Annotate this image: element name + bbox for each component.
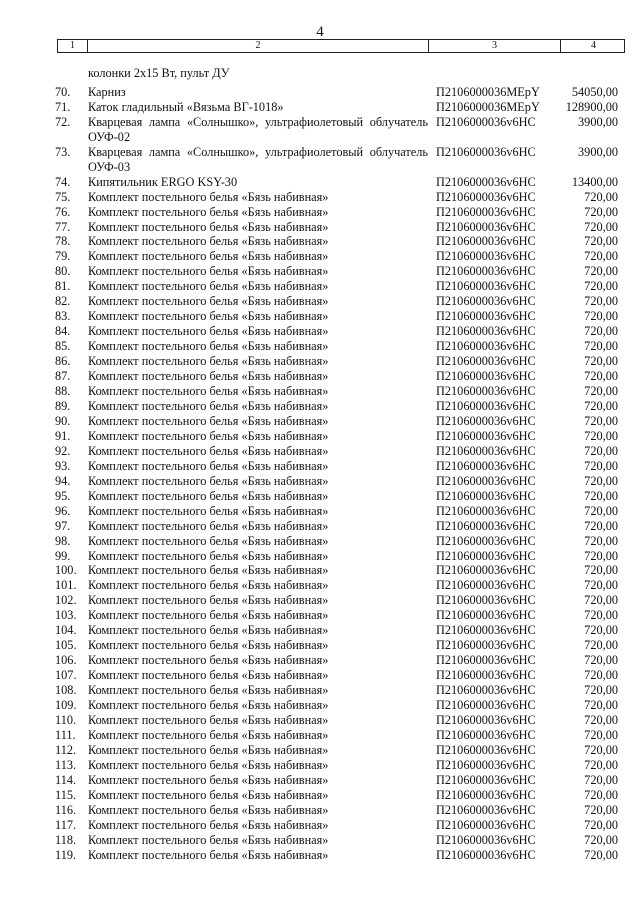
item-price: 54050,00 (571, 84, 618, 99)
row-number: 83. (55, 309, 71, 324)
item-name: Комплект постельного белья «Бязь набивная» (88, 339, 329, 354)
row-number: 108. (55, 683, 77, 698)
item-price (558, 66, 618, 81)
row-number: 91. (55, 428, 71, 443)
item-code: П2106000036v6HC (436, 623, 536, 638)
item-price: 720,00 (584, 683, 618, 698)
row-number: 95. (55, 488, 71, 503)
table-row (0, 623, 640, 638)
item-name: Комплект постельного белья «Бязь набивная» (88, 623, 329, 638)
item-price: 720,00 (584, 817, 618, 832)
table-row (0, 474, 640, 489)
item-price: 720,00 (584, 772, 618, 787)
item-price: 720,00 (584, 518, 618, 533)
table-row (0, 713, 640, 728)
item-name: Комплект постельного белья «Бязь набивная» (88, 264, 329, 279)
item-name: Комплект постельного белья «Бязь набивная» (88, 757, 329, 772)
item-price: 720,00 (584, 219, 618, 234)
row-number: 118. (55, 832, 77, 847)
table-row (0, 369, 640, 384)
item-price: 720,00 (584, 802, 618, 817)
item-name: Комплект постельного белья «Бязь набивная» (88, 294, 329, 309)
item-price: 720,00 (584, 757, 618, 772)
header-col-4: 4 (560, 40, 626, 52)
table-row (0, 728, 640, 743)
table-row (0, 818, 640, 833)
item-name: Комплект постельного белья «Бязь набивная» (88, 847, 329, 862)
table-row (0, 549, 640, 564)
table-row (0, 563, 640, 578)
table-row (0, 459, 640, 474)
item-price: 720,00 (584, 653, 618, 668)
table-row (0, 279, 640, 294)
item-name: Комплект постельного белья «Бязь набивная» (88, 428, 329, 443)
table-header (57, 39, 625, 53)
table-row (0, 638, 640, 653)
item-price: 720,00 (584, 668, 618, 683)
item-code: П2106000036v6HC (436, 294, 536, 309)
table-row (0, 145, 640, 175)
item-code: П2106000036v6HC (436, 698, 536, 713)
item-price: 3900,00 (578, 144, 618, 159)
item-code: П2106000036v6HC (436, 249, 536, 264)
row-number: 92. (55, 443, 71, 458)
table-row (0, 743, 640, 758)
item-price: 720,00 (584, 548, 618, 563)
item-name: Комплект постельного белья «Бязь набивная» (88, 653, 329, 668)
item-code: П2106000036v6HC (436, 369, 536, 384)
table-row (0, 504, 640, 519)
row-number: 82. (55, 294, 71, 309)
item-name: Комплект постельного белья «Бязь набивная» (88, 384, 329, 399)
item-code: П2106000036v6HC (436, 204, 536, 219)
header-col-3: 3 (428, 40, 560, 52)
item-price: 720,00 (584, 264, 618, 279)
item-name: Комплект постельного белья «Бязь набивная» (88, 518, 329, 533)
item-name: Комплект постельного белья «Бязь набивная» (88, 473, 329, 488)
row-number: 97. (55, 518, 71, 533)
item-price: 720,00 (584, 309, 618, 324)
item-name: Комплект постельного белья «Бязь набивная» (88, 742, 329, 757)
item-code: П2106000036v6HC (436, 413, 536, 428)
row-number: 115. (55, 787, 77, 802)
table-row (0, 309, 640, 324)
item-name: Кварцевая лампа «Солнышко», ультрафиолетовый облучатель ОУФ-03 (88, 144, 428, 174)
item-code: П2106000036v6HC (436, 757, 536, 772)
item-code: П2106000036v6HC (436, 264, 536, 279)
row-number: 90. (55, 413, 71, 428)
item-code: П2106000036v6HC (436, 772, 536, 787)
table-row (0, 190, 640, 205)
item-name: Кипятильник ERGO KSY-30 (88, 174, 238, 189)
row-number: 103. (55, 608, 77, 623)
item-price: 720,00 (584, 832, 618, 847)
item-price: 720,00 (584, 398, 618, 413)
row-number: 93. (55, 458, 71, 473)
row-number: 80. (55, 264, 71, 279)
table-row (0, 578, 640, 593)
item-price: 720,00 (584, 354, 618, 369)
item-code: П2106000036v6HC (436, 144, 536, 159)
item-code: П2106000036v6HC (436, 847, 536, 862)
item-name: Комплект постельного белья «Бязь набивная» (88, 712, 329, 727)
item-name: Комплект постельного белья «Бязь набивная» (88, 593, 329, 608)
item-code: П2106000036v6HC (436, 712, 536, 727)
item-code: П2106000036v6HC (436, 832, 536, 847)
item-code: П2106000036v6HC (436, 593, 536, 608)
item-name: Комплект постельного белья «Бязь набивная» (88, 398, 329, 413)
item-price: 720,00 (584, 727, 618, 742)
item-code: П2106000036v6HC (436, 578, 536, 593)
page-number: 4 (316, 24, 324, 40)
item-price: 720,00 (584, 563, 618, 578)
item-name: Карниз (88, 84, 126, 99)
item-code: П2106000036v6HC (436, 518, 536, 533)
row-number: 89. (55, 398, 71, 413)
item-price: 720,00 (584, 638, 618, 653)
row-number: 119. (55, 847, 77, 862)
item-price: 720,00 (584, 473, 618, 488)
row-number: 101. (55, 578, 77, 593)
table-row (0, 384, 640, 399)
table-row (0, 324, 640, 339)
item-code: П2106000036v6HC (436, 384, 536, 399)
table-row (0, 444, 640, 459)
table-row (0, 205, 640, 220)
header-col-2: 2 (87, 40, 428, 52)
item-name: Комплект постельного белья «Бязь набивная» (88, 683, 329, 698)
item-code: П2106000036v6HC (436, 189, 536, 204)
item-code: П2106000036v6HC (436, 533, 536, 548)
item-code: П2106000036v6HC (436, 309, 536, 324)
item-code: П2106000036v6HC (436, 608, 536, 623)
table-row (0, 833, 640, 848)
item-name: Комплект постельного белья «Бязь набивная» (88, 324, 329, 339)
item-price: 720,00 (584, 488, 618, 503)
row-number: 78. (55, 234, 71, 249)
item-code (428, 66, 558, 81)
row-number: 72. (55, 114, 71, 129)
item-price: 720,00 (584, 339, 618, 354)
row-number (0, 66, 88, 81)
item-code: П2106000036v6HC (436, 683, 536, 698)
item-name: Каток гладильный «Вязьма ВГ-1018» (88, 99, 284, 114)
item-name: Комплект постельного белья «Бязь набивная» (88, 488, 329, 503)
item-name: Комплект постельного белья «Бязь набивная» (88, 563, 329, 578)
table-row (0, 653, 640, 668)
table-row (0, 294, 640, 309)
row-number: 85. (55, 339, 71, 354)
row-number: 76. (55, 204, 71, 219)
item-name: Комплект постельного белья «Бязь набивная» (88, 309, 329, 324)
item-price: 720,00 (584, 698, 618, 713)
row-number: 105. (55, 638, 77, 653)
item-name: Комплект постельного белья «Бязь набивная» (88, 533, 329, 548)
row-number: 116. (55, 802, 77, 817)
item-price: 720,00 (584, 324, 618, 339)
row-number: 87. (55, 369, 71, 384)
row-number: 88. (55, 384, 71, 399)
item-price: 720,00 (584, 234, 618, 249)
item-price: 720,00 (584, 787, 618, 802)
row-number: 81. (55, 279, 71, 294)
table-row (0, 803, 640, 818)
row-number: 94. (55, 473, 71, 488)
item-name: Комплект постельного белья «Бязь набивная» (88, 279, 329, 294)
table-row (0, 414, 640, 429)
item-price: 720,00 (584, 458, 618, 473)
item-name: Комплект постельного белья «Бязь набивная» (88, 548, 329, 563)
item-name: Комплект постельного белья «Бязь набивная» (88, 668, 329, 683)
item-code: П2106000036v6HC (436, 802, 536, 817)
item-code: П2106000036v6HC (436, 354, 536, 369)
table-row (0, 354, 640, 369)
item-code: П2106000036v6HC (436, 668, 536, 683)
item-code: П2106000036v6HC (436, 548, 536, 563)
row-number: 79. (55, 249, 71, 264)
item-price: 720,00 (584, 369, 618, 384)
item-name: Комплект постельного белья «Бязь набивная» (88, 458, 329, 473)
item-code: П2106000036МЕрY (436, 99, 540, 114)
item-name: Комплект постельного белья «Бязь набивная» (88, 727, 329, 742)
item-price: 720,00 (584, 623, 618, 638)
table-body (0, 66, 640, 863)
item-code: П2106000036v6HC (436, 563, 536, 578)
item-price: 13400,00 (571, 174, 618, 189)
item-price: 720,00 (584, 428, 618, 443)
row-number: 112. (55, 742, 77, 757)
item-code: П2106000036v6HC (436, 503, 536, 518)
item-price: 720,00 (584, 847, 618, 862)
row-number: 70. (55, 84, 71, 99)
row-number: 111. (55, 727, 76, 742)
table-row (0, 399, 640, 414)
table-row (0, 593, 640, 608)
row-number: 100. (55, 563, 77, 578)
item-price: 720,00 (584, 593, 618, 608)
table-row (0, 220, 640, 235)
item-price: 128900,00 (565, 99, 618, 114)
item-name: Комплект постельного белья «Бязь набивная» (88, 234, 329, 249)
table-row (0, 115, 640, 145)
item-price: 720,00 (584, 204, 618, 219)
row-number: 99. (55, 548, 71, 563)
item-name: Комплект постельного белья «Бязь набивная» (88, 219, 329, 234)
item-name: Комплект постельного белья «Бязь набивная» (88, 189, 329, 204)
item-name: Кварцевая лампа «Солнышко», ультрафиолетовый облучатель ОУФ-02 (88, 114, 428, 144)
item-name: Комплект постельного белья «Бязь набивная» (88, 578, 329, 593)
item-name: Комплект постельного белья «Бязь набивная» (88, 772, 329, 787)
table-row (0, 489, 640, 504)
table-row (0, 249, 640, 264)
item-name: Комплект постельного белья «Бязь набивная» (88, 787, 329, 802)
table-row (0, 608, 640, 623)
item-code: П2106000036v6HC (436, 339, 536, 354)
item-name: Комплект постельного белья «Бязь набивная» (88, 413, 329, 428)
row-number: 109. (55, 698, 77, 713)
item-code: П2106000036v6HC (436, 817, 536, 832)
item-code: П2106000036v6HC (436, 458, 536, 473)
item-code: П2106000036v6HC (436, 727, 536, 742)
table-row (0, 698, 640, 713)
row-number: 117. (55, 817, 77, 832)
item-code: П2106000036v6HC (436, 279, 536, 294)
item-code: П2106000036v6HC (436, 219, 536, 234)
row-number: 71. (55, 99, 71, 114)
item-price: 720,00 (584, 503, 618, 518)
item-price: 3900,00 (578, 114, 618, 129)
table-row (0, 264, 640, 279)
table-row (0, 758, 640, 773)
table-row (0, 788, 640, 803)
table-row (0, 339, 640, 354)
table-row (0, 66, 640, 81)
row-number: 77. (55, 219, 71, 234)
item-name: Комплект постельного белья «Бязь набивная» (88, 698, 329, 713)
table-row (0, 519, 640, 534)
item-price: 720,00 (584, 294, 618, 309)
item-name: Комплект постельного белья «Бязь набивная» (88, 638, 329, 653)
item-name: Комплект постельного белья «Бязь набивная» (88, 503, 329, 518)
item-name: Комплект постельного белья «Бязь набивная» (88, 832, 329, 847)
header-col-1: 1 (70, 40, 75, 51)
item-name: Комплект постельного белья «Бязь набивная» (88, 802, 329, 817)
table-row (0, 100, 640, 115)
item-price: 720,00 (584, 249, 618, 264)
row-number: 73. (55, 144, 71, 159)
row-number: 104. (55, 623, 77, 638)
item-name: Комплект постельного белья «Бязь набивная» (88, 817, 329, 832)
row-number: 84. (55, 324, 71, 339)
item-price: 720,00 (584, 413, 618, 428)
item-code: П2106000036МЕрY (436, 84, 540, 99)
row-number: 74. (55, 174, 71, 189)
item-code: П2106000036v6HC (436, 398, 536, 413)
row-number: 107. (55, 668, 77, 683)
row-number: 110. (55, 712, 77, 727)
item-code: П2106000036v6HC (436, 234, 536, 249)
table-row (0, 848, 640, 863)
item-name: Комплект постельного белья «Бязь набивная» (88, 354, 329, 369)
item-price: 720,00 (584, 279, 618, 294)
item-name: Комплект постельного белья «Бязь набивная» (88, 249, 329, 264)
row-number: 102. (55, 593, 77, 608)
item-code: П2106000036v6HC (436, 787, 536, 802)
row-number: 86. (55, 354, 71, 369)
item-price: 720,00 (584, 742, 618, 757)
row-number: 75. (55, 189, 71, 204)
table-row (0, 683, 640, 698)
item-name: Комплект постельного белья «Бязь набивная» (88, 443, 329, 458)
row-number: 98. (55, 533, 71, 548)
item-code: П2106000036v6HC (436, 488, 536, 503)
item-code: П2106000036v6HC (436, 742, 536, 757)
item-code: П2106000036v6HC (436, 114, 536, 129)
item-price: 720,00 (584, 189, 618, 204)
table-row (0, 534, 640, 549)
item-price: 720,00 (584, 712, 618, 727)
item-code: П2106000036v6HC (436, 653, 536, 668)
item-code: П2106000036v6HC (436, 443, 536, 458)
row-number: 113. (55, 757, 77, 772)
item-price: 720,00 (584, 578, 618, 593)
item-name: Комплект постельного белья «Бязь набивная» (88, 204, 329, 219)
item-code: П2106000036v6HC (436, 638, 536, 653)
item-price: 720,00 (584, 443, 618, 458)
table-row (0, 429, 640, 444)
item-code: П2106000036v6HC (436, 473, 536, 488)
table-row (0, 668, 640, 683)
item-price: 720,00 (584, 384, 618, 399)
row-number: 114. (55, 772, 77, 787)
item-name: Комплект постельного белья «Бязь набивная» (88, 608, 329, 623)
table-row (0, 175, 640, 190)
item-code: П2106000036v6HC (436, 324, 536, 339)
item-name: Комплект постельного белья «Бязь набивная» (88, 369, 329, 384)
table-row (0, 85, 640, 100)
item-price: 720,00 (584, 533, 618, 548)
item-price: 720,00 (584, 608, 618, 623)
table-row (0, 773, 640, 788)
item-code: П2106000036v6HC (436, 174, 536, 189)
item-code: П2106000036v6HC (436, 428, 536, 443)
row-number: 106. (55, 653, 77, 668)
item-name: колонки 2х15 Вт, пульт ДУ (88, 66, 230, 80)
table-row (0, 234, 640, 249)
row-number: 96. (55, 503, 71, 518)
